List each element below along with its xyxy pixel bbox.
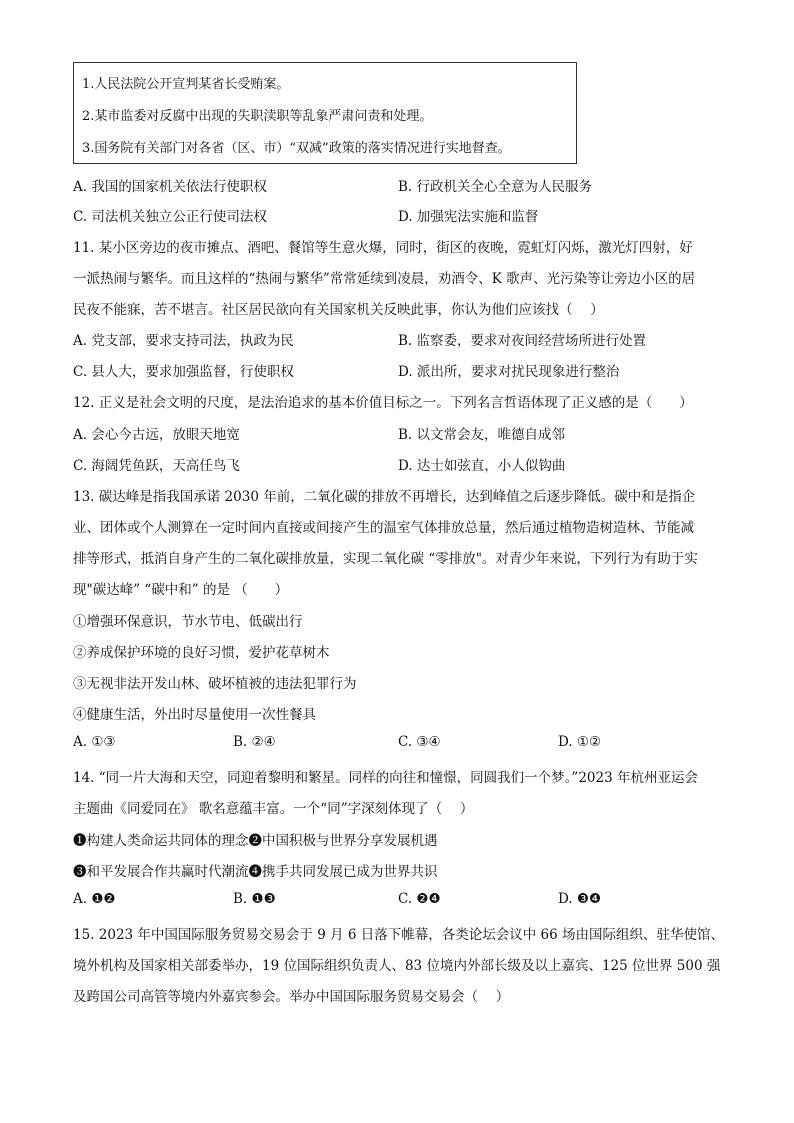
material-line: 2.某市监委对反腐中出现的失职渎职等乱象严肃问责和处理。 bbox=[82, 109, 433, 124]
q13-option-a: A. ①③ bbox=[73, 734, 116, 750]
q13-item: ③无视非法开发山林、破坏植被的违法犯罪行为 bbox=[73, 676, 357, 692]
q13-stem-line: 排等形式，抵消自身产生的二氧化碳排放量，实现二氧化碳 “零排放"。对青少年来说，下列行为有助于实 bbox=[73, 551, 698, 567]
q10-option-b: B. 行政机关全心全意为人民服务 bbox=[398, 179, 593, 195]
q14-option-b: B. ❶❸ bbox=[233, 891, 276, 907]
material-line: 3.国务院有关部门对各省（区、市）“双减”政策的落实情况进行实地督查。 bbox=[82, 141, 511, 156]
q13-item: ①增强环保意识，节水节电、低碳出行 bbox=[73, 614, 303, 630]
q14-option-a: A. ❶❷ bbox=[73, 891, 116, 907]
q15-stem-line: 15. 2023 年中国国际服务贸易交易会于 9 月 6 日落下帷幕，各类论坛会议中 66 场由国际组织、驻华使馆、 bbox=[73, 927, 725, 943]
q11-stem-line: 民夜不能寐，苦不堪言。社区居民欲向有关国家机关反映此事，你认为他们应该找（ ） bbox=[73, 302, 604, 318]
q14-stem-line: 14. “同一片大海和天空，同迎着黎明和繁星。同样的向往和憧憬，同圆我们一个梦。”2023 年杭州亚运会 bbox=[73, 770, 698, 786]
q11-option-d: D. 派出所，要求对扰民现象进行整治 bbox=[398, 364, 620, 380]
q13-option-b: B. ②④ bbox=[233, 734, 276, 750]
q12-option-c: C. 海阔凭鱼跃，天高任鸟飞 bbox=[73, 458, 240, 474]
q15-stem-line: 及跨国公司高管等境内外嘉宾参会。举办中国国际服务贸易交易会（ ） bbox=[73, 989, 510, 1005]
material-box bbox=[73, 62, 577, 164]
q13-stem-line: 现"碳达峰” “碳中和” 的是 （ ） bbox=[73, 582, 289, 598]
q13-stem-line: 业、团体或个人测算在一定时间内直接或间接产生的温室气体排放总量，然后通过植物造树造林、节能减 bbox=[73, 520, 694, 536]
q10-option-c: C. 司法机关独立公正行使司法权 bbox=[73, 209, 267, 225]
q10-option-d: D. 加强宪法实施和监督 bbox=[398, 209, 539, 225]
q13-item: ②养成保护环境的良好习惯，爱护花草树木 bbox=[73, 645, 330, 661]
q14-stem-line: 主题曲《同爱同在》 歌名意蕴丰富。一个“同”字深刻体现了（ ） bbox=[73, 801, 474, 817]
q13-option-c: C. ③④ bbox=[398, 734, 441, 750]
q13-option-d: D. ①② bbox=[558, 734, 602, 750]
q12-option-a: A. 会心今古远，放眼天地宽 bbox=[73, 427, 240, 443]
q13-stem-line: 13. 碳达峰是指我国承诺 2030 年前，二氧化碳的排放不再增长，达到峰值之后逐步降低。碳中和是指企 bbox=[73, 489, 696, 505]
q14-option-c: C. ❷❹ bbox=[398, 891, 441, 907]
q11-stem-line: 一派热闹与繁华。而且这样的“热闹与繁华”常常延续到凌晨，劝酒令、K 歌声、光污染等让旁边小区的居 bbox=[73, 271, 696, 287]
q14-item: ❸和平发展合作共赢时代潮流❹携手共同发展已成为世界共识 bbox=[73, 864, 438, 880]
q12-stem-line: 12. 正义是社会文明的尺度，是法治追求的基本价值目标之一。下列名言哲语体现了正义感的是（ ） bbox=[73, 395, 693, 411]
q12-option-b: B. 以文常会友，唯德自成邻 bbox=[398, 427, 566, 443]
q11-option-b: B. 监察委，要求对夜间经营场所进行处置 bbox=[398, 333, 647, 349]
q14-option-d: D. ❸❹ bbox=[558, 891, 602, 907]
material-line: 1.人民法院公开宣判某省长受贿案。 bbox=[82, 77, 290, 92]
q11-option-c: C. 县人大，要求加强监督，行使职权 bbox=[73, 364, 294, 380]
q12-option-d: D. 达士如弦直，小人似钩曲 bbox=[398, 458, 566, 474]
q10-option-a: A. 我国的国家机关依法行使职权 bbox=[73, 179, 267, 195]
q11-stem-line: 11. 某小区旁边的夜市摊点、酒吧、餐馆等生意火爆，同时，街区的夜晚，霓虹灯闪烁，激光灯四射，好 bbox=[73, 240, 693, 256]
q11-option-a: A. 党支部，要求支持司法，执政为民 bbox=[73, 333, 294, 349]
q14-item: ❶构建人类命运共同体的理念❷中国积极与世界分享发展机遇 bbox=[73, 833, 438, 849]
q15-stem-line: 境外机构及国家相关部委举办，19 位国际组织负责人、83 位境内外部长级及以上嘉宾、125 位世界 500 强 bbox=[73, 958, 721, 974]
q13-item: ④健康生活，外出时尽量使用一次性餐具 bbox=[73, 707, 316, 723]
